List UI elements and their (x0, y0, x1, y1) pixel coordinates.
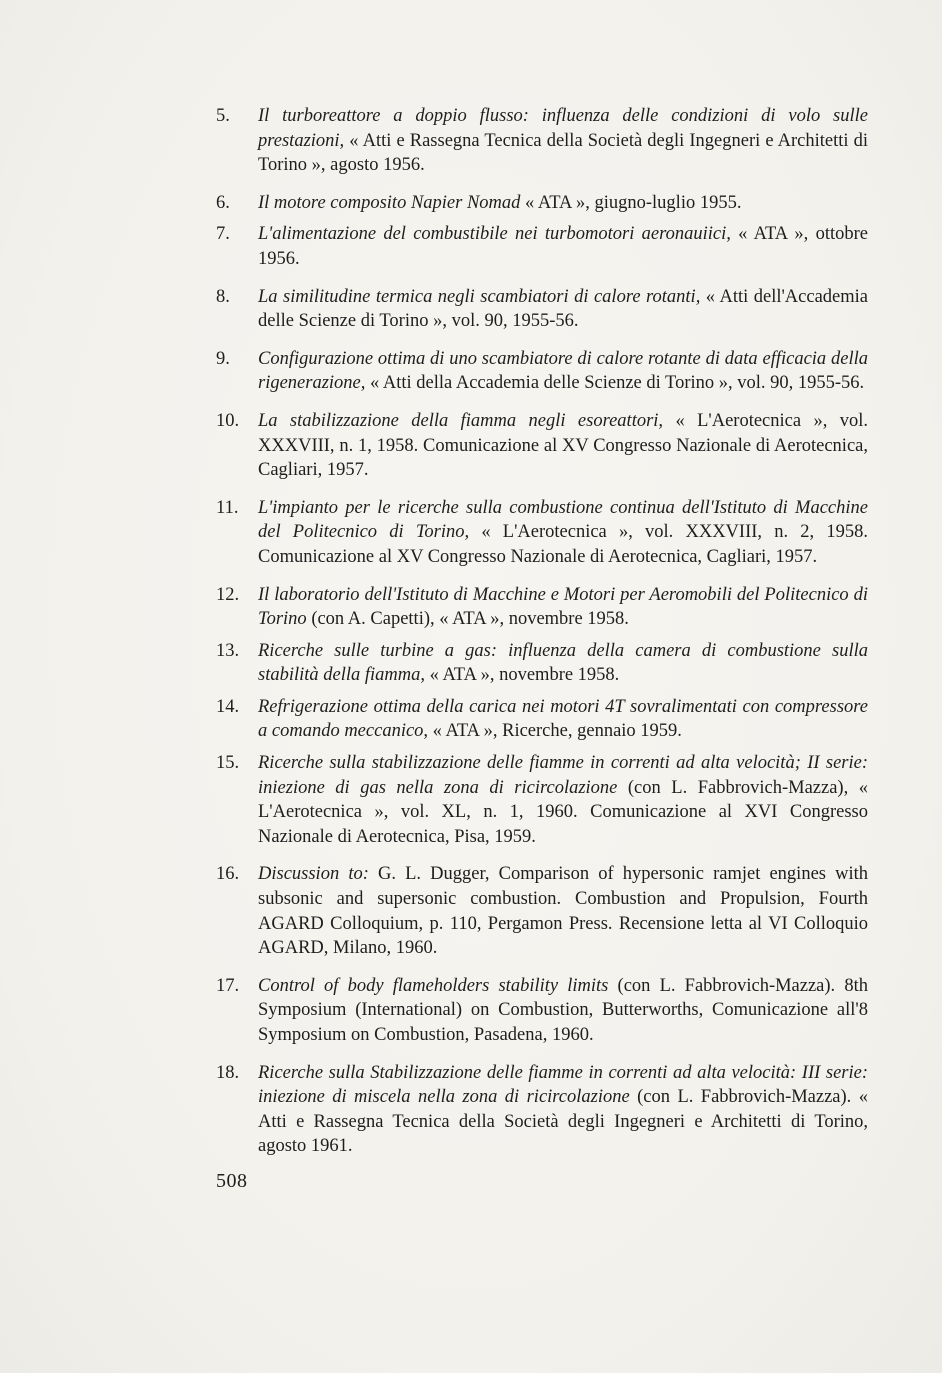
bib-entry (216, 409, 868, 483)
entry-title: Discussion to: (258, 864, 369, 885)
entry-details: (con L. Fabbrovich-Mazza). 8th Symposium (International) on Combustion, Butterworths, Comunicazione all'8 Symposium on Combustion, Pasadena, 1960. (258, 975, 868, 1045)
entry-number: 5. (216, 106, 230, 126)
entry-details: « Atti e Rassegna Tecnica della Società degli Ingegneri e Architetti di Torino », agosto 1956. (258, 130, 868, 176)
bib-entry (216, 496, 868, 570)
entry-title: Ricerche sulle turbine a gas: influenza della camera di combustione sulla stabilità della fiamma, (258, 640, 868, 686)
entry-number: 10. (216, 410, 240, 431)
bib-entry (216, 751, 868, 849)
bib-entry (216, 347, 868, 396)
entry-title: Il turboreattore a doppio flusso: influenza delle condizioni di volo sulle prestazioni, (258, 106, 868, 151)
bib-entry (216, 222, 868, 271)
entry-number: 7. (216, 224, 230, 245)
entry-number: 14. (216, 696, 240, 717)
entry-number: 13. (216, 640, 240, 661)
entry-title: Configurazione ottima di uno scambiatore di calore rotante di data efficacia della rigenerazione, (258, 348, 868, 394)
entry-number: 6. (216, 192, 230, 213)
entry-details: « ATA », novembre 1958. (425, 665, 620, 686)
bib-entry (216, 695, 868, 744)
bib-entry (216, 583, 868, 632)
entry-details: « ATA », Ricerche, gennaio 1959. (428, 721, 682, 742)
entry-number: 11. (216, 497, 239, 518)
bib-entry (216, 104, 868, 178)
entry-title: Ricerche sulla Stabilizzazione delle fiamme in correnti ad alta velocità: III serie: iniezione di miscela nella zona di ricircolazione (258, 1062, 868, 1108)
entry-number: 12. (216, 584, 240, 605)
bib-entry (216, 639, 868, 688)
entry-title: La stabilizzazione della fiamma negli esoreattori, (258, 410, 664, 431)
entry-details: « L'Aerotecnica », vol. XXXVIII, n. 2, 1958. Comunicazione al XV Congresso Nazionale di Aerotecnica, Cagliari, 1957. (258, 522, 868, 567)
bib-entry (216, 191, 868, 216)
entry-number: 18. (216, 1062, 240, 1083)
entry-title: L'alimentazione del combustibile nei turbomotori aeronauiici, (258, 224, 731, 245)
entry-details: (con L. Fabbrovich-Mazza). « Atti e Rassegna Tecnica della Società degli Ingegneri e Architetti di Torino, agosto 1961. (258, 1087, 868, 1157)
entry-title: Control of body flameholders stability limits (258, 975, 609, 996)
entry-details: « ATA », ottobre 1956. (258, 224, 868, 269)
entry-title: Refrigerazione ottima della carica nei motori 4T sovralimentati con compressore a comando meccanico, (258, 696, 868, 742)
entry-details: (con L. Fabbrovich-Mazza), « L'Aerotecnica », vol. XL, n. 1, 1960. Comunicazione al XVI Congresso Nazionale di Aerotecnica, Pisa, 1959. (258, 777, 868, 847)
bib-entry (216, 285, 868, 334)
entry-details: « Atti dell'Accademia delle Scienze di Torino », vol. 90, 1955-56. (258, 286, 868, 332)
page-number: 508 (216, 1170, 248, 1192)
entry-title: Il laboratorio dell'Istituto di Macchine e Motori per Aeromobili del Politecnico di Torino (258, 584, 868, 630)
entry-title: La similitudine termica negli scambiatori di calore rotanti, (258, 286, 701, 307)
entry-number: 17. (216, 975, 240, 996)
bib-entry (216, 862, 868, 960)
bibliography-list (216, 104, 868, 1168)
entry-number: 8. (216, 286, 230, 307)
entry-details: « L'Aerotecnica », vol. XXXVIII, n. 1, 1958. Comunicazione al XV Congresso Nazionale di Aerotecnica, Cagliari, 1957. (258, 410, 868, 481)
entry-details: « ATA », giugno-luglio 1955. (520, 192, 742, 213)
entry-details: « Atti della Accademia delle Scienze di Torino », vol. 90, 1955-56. (365, 373, 865, 394)
entry-title: Il motore composito Napier Nomad (258, 192, 521, 213)
bib-entry (216, 1061, 868, 1159)
entry-title: L'impianto per le ricerche sulla combustione continua dell'Istituto di Macchine del Politecnico di Torino, (258, 497, 868, 543)
bib-entry (216, 974, 868, 1048)
entry-number: 9. (216, 348, 230, 369)
entry-title: Ricerche sulla stabilizzazione delle fiamme in correnti ad alta velocità; II serie: iniezione di gas nella zona di ricircolazione (258, 753, 868, 798)
entry-details: (con A. Capetti), « ATA », novembre 1958. (306, 609, 629, 630)
entry-number: 15. (216, 753, 240, 774)
entry-details: G. L. Dugger, Comparison of hypersonic ramjet engines with subsonic and supersonic combustion. Combustion and Propulsion, Fourth AGARD Colloquium, p. 110, Pergamon Press. Recensione letta al VI Colloquio AGARD, Milano, 1960. (258, 864, 868, 959)
entry-number: 16. (216, 864, 240, 885)
